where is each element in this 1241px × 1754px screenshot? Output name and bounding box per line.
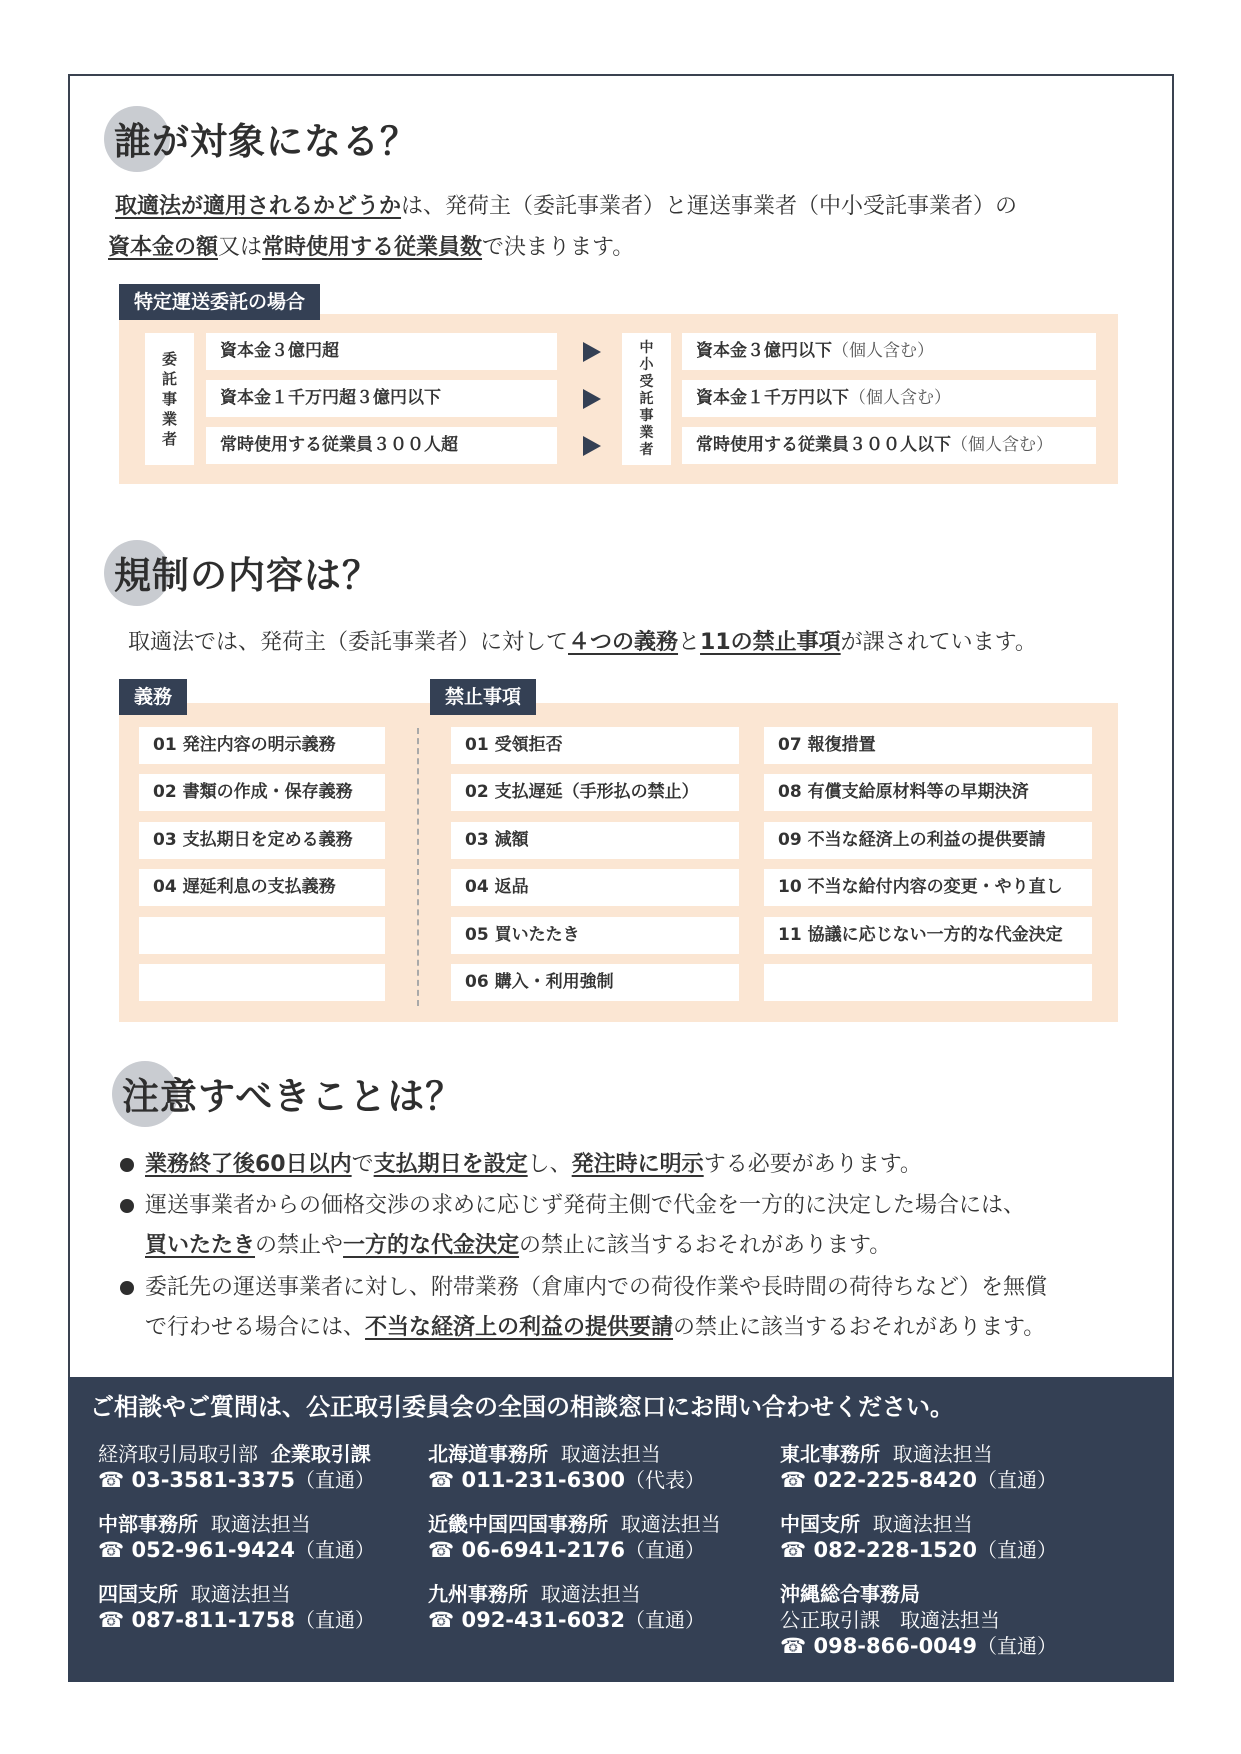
office-entry: 近畿中国四国事務所 取適法担当 ☎ 06-6941-2176（直通）: [428, 1512, 721, 1562]
phone-number[interactable]: ☎ 092-431-6032: [428, 1608, 626, 1632]
phone-number[interactable]: ☎ 022-225-8420: [780, 1468, 978, 1492]
office-entry: 経済取引局取引部 企業取引課 ☎ 03-3581-3375（直通）: [98, 1442, 376, 1492]
footer-title: ご相談やご質問は、公正取引委員会の全国の相談窓口にお問い合わせください。: [90, 1393, 954, 1421]
arrow-right-icon: [583, 436, 601, 456]
subcontractor-label: 中 小 受 託 事 業 者: [622, 333, 671, 465]
ban-item: 07 報復措置: [764, 727, 1092, 764]
office-entry: 沖縄総合事務局 公正取引課 取適法担当 ☎ 098-866-0049（直通）: [780, 1582, 1058, 1658]
bullet-icon: [120, 1158, 134, 1172]
ban-item: 02 支払遅延（手形払の禁止）: [451, 774, 739, 811]
ban-item: 11 協議に応じない一方的な代金決定: [764, 917, 1092, 954]
ban-item: 01 受領拒否: [451, 727, 739, 764]
ban-item: 09 不当な経済上の利益の提供要請: [764, 822, 1092, 859]
office-entry: 中国支所 取適法担当 ☎ 082-228-1520（直通）: [780, 1512, 1058, 1562]
office-entry: 東北事務所 取適法担当 ☎ 022-225-8420（直通）: [780, 1442, 1058, 1492]
duty-item: 03 支払期日を定める義務: [139, 822, 385, 859]
office-entry: 北海道事務所 取適法担当 ☎ 011-231-6300（代表）: [428, 1442, 706, 1492]
who-left-cell: 資本金１千万円超３億円以下: [206, 380, 557, 417]
phone-number[interactable]: ☎ 087-811-1758: [98, 1608, 296, 1632]
note-3-line2: で行わせる場合には、不当な経済上の利益の提供要請の禁止に該当するおそれがあります。: [145, 1315, 1046, 1340]
phone-number[interactable]: ☎ 082-228-1520: [780, 1538, 978, 1562]
arrow-right-icon: [583, 342, 601, 362]
section-title-rules: 規制の内容は？: [104, 540, 380, 604]
ban-item: 04 返品: [451, 869, 739, 906]
who-right-cell: 常時使用する従業員３００人以下（個人含む）: [682, 427, 1096, 464]
duty-item-empty: [139, 917, 385, 954]
note-2-line2: 買いたたきの禁止や一方的な代金決定の禁止に該当するおそれがあります。: [145, 1233, 892, 1258]
who-table-tab: 特定運送委託の場合: [119, 284, 320, 320]
phone-number[interactable]: ☎ 06-6941-2176: [428, 1538, 626, 1562]
phone-number[interactable]: ☎ 052-961-9424: [98, 1538, 296, 1562]
arrow-right-icon: [583, 389, 601, 409]
section-title-notes: 注意すべきことは？: [112, 1061, 463, 1125]
duty-item-empty: [139, 964, 385, 1001]
consignor-label: 委 託 事 業 者: [145, 333, 194, 465]
bullet-icon: [120, 1199, 134, 1213]
phone-number[interactable]: ☎ 011-231-6300: [428, 1468, 626, 1492]
duty-item: 04 遅延利息の支払義務: [139, 869, 385, 906]
column-divider: [417, 728, 419, 1006]
note-3-line1: 委託先の運送事業者に対し、附帯業務（倉庫内での荷役作業や長時間の荷待ちなど）を無償: [145, 1275, 1048, 1300]
ban-item: 05 買いたたき: [451, 917, 739, 954]
ban-item: 10 不当な給付内容の変更・やり直し: [764, 869, 1092, 906]
ban-item: 06 購入・利用強制: [451, 964, 739, 1001]
duty-item: 01 発注内容の明示義務: [139, 727, 385, 764]
section-title-who: 誰が対象になる？: [104, 106, 418, 170]
ban-item-empty: [764, 964, 1092, 1001]
phone-number[interactable]: ☎ 098-866-0049: [780, 1634, 978, 1658]
ban-item: 08 有償支給原材料等の早期決済: [764, 774, 1092, 811]
duty-tab: 義務: [119, 679, 187, 715]
phone-number[interactable]: ☎ 03-3581-3375: [98, 1468, 296, 1492]
office-entry: 四国支所 取適法担当 ☎ 087-811-1758（直通）: [98, 1582, 376, 1632]
who-left-cell: 資本金３億円超: [206, 333, 557, 370]
bullet-icon: [120, 1281, 134, 1295]
who-right-cell: 資本金３億円以下（個人含む）: [682, 333, 1096, 370]
duty-item: 02 書類の作成・保存義務: [139, 774, 385, 811]
contact-footer: [68, 1377, 1174, 1682]
office-entry: 中部事務所 取適法担当 ☎ 052-961-9424（直通）: [98, 1512, 376, 1562]
ban-tab: 禁止事項: [430, 679, 536, 715]
who-right-cell: 資本金１千万円以下（個人含む）: [682, 380, 1096, 417]
who-left-cell: 常時使用する従業員３００人超: [206, 427, 557, 464]
who-intro-line1: 取適法が適用されるかどうかは、発荷主（委託事業者）と運送事業者（中小受託事業者）の: [115, 194, 1018, 219]
note-2-line1: 運送事業者からの価格交渉の求めに応じず発荷主側で代金を一方的に決定した場合には、: [145, 1193, 1026, 1218]
who-intro-line2: 資本金の額又は常時使用する従業員数で決まります。: [108, 235, 635, 260]
office-entry: 九州事務所 取適法担当 ☎ 092-431-6032（直通）: [428, 1582, 706, 1632]
rules-intro: 取適法では、発荷主（委託事業者）に対して４つの義務と11の禁止事項が課されています。: [128, 630, 1037, 655]
ban-item: 03 減額: [451, 822, 739, 859]
note-1: 業務終了後60日以内で支払期日を設定し、発注時に明示する必要があります。: [145, 1152, 922, 1177]
